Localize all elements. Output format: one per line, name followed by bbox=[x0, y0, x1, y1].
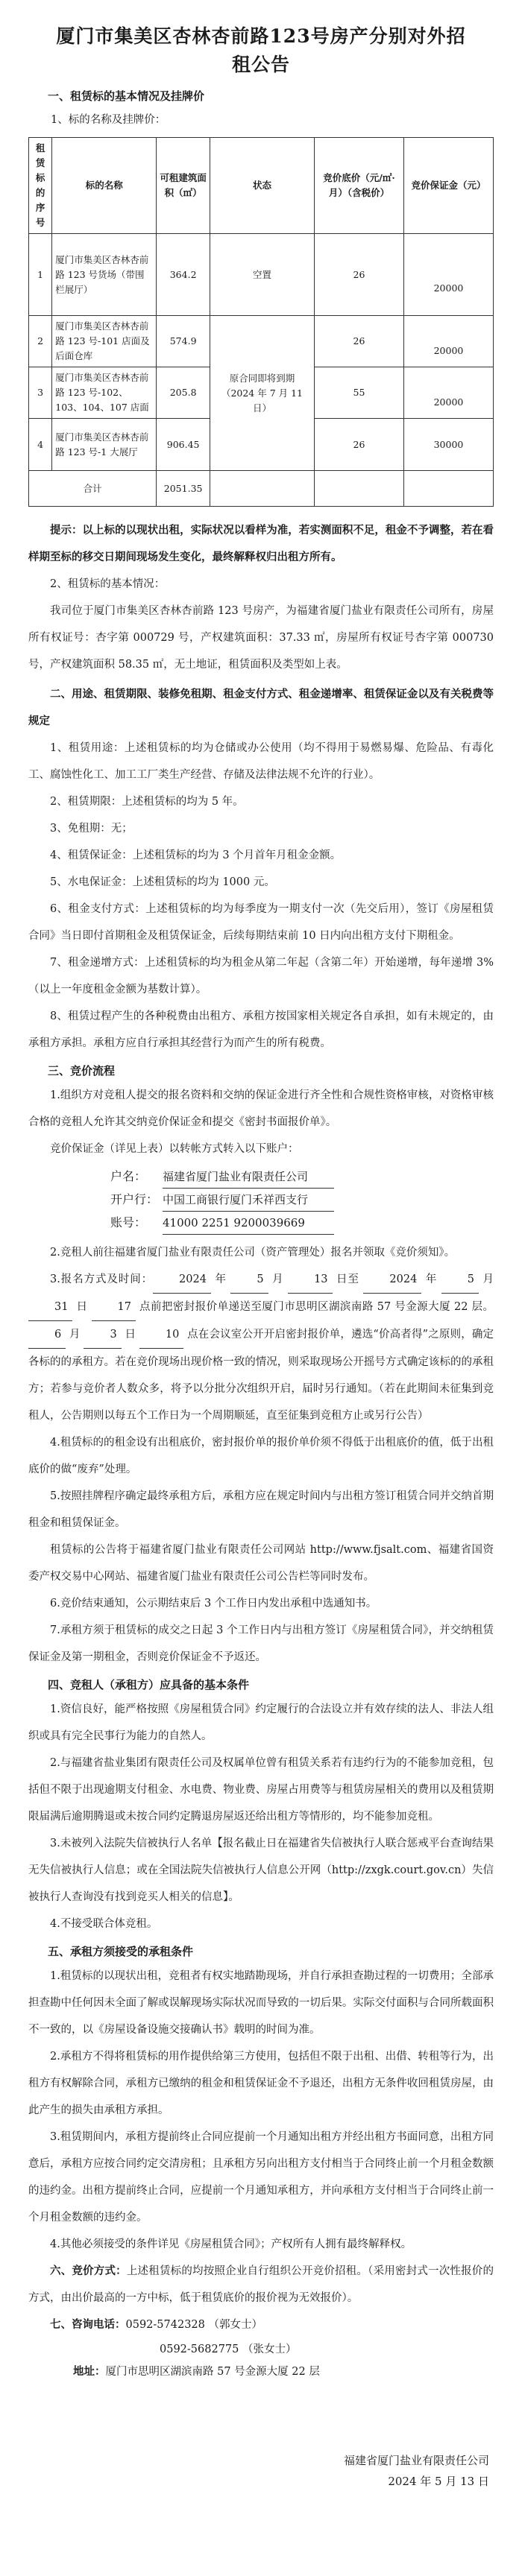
section-4-item: 3.未被列入法院失信被执行人名单【报名截止日在福建省失信被执行人联合惩戒平台查询结果无失信被执行人信息；或在全国法院失信被执行人信息公开网（http://zxgk.court.gov.cn）失信被执行人查询没有找到竞买人相关的信息】。 bbox=[28, 1838, 494, 1903]
account-number-label: 账号： bbox=[110, 1215, 147, 1230]
section-4-item: 4.不接受联合体竞租。 bbox=[50, 1918, 158, 1930]
cell-name: 厦门市集美区杏林杏前路 123 号-1 大展厅 bbox=[52, 419, 157, 471]
cell-empty bbox=[315, 471, 404, 507]
signature-block bbox=[28, 2450, 489, 2492]
text: 年 bbox=[421, 1273, 441, 1285]
section-3-p6: 6.竞价结束通知，公示期结束后 3 个工作日内发出承租中选通知书。 bbox=[50, 1598, 377, 1610]
section-2-item: 4、租赁保证金：上述租赁标的均为 3 个月首年月租金金额。 bbox=[50, 849, 342, 861]
cell-area: 906.45 bbox=[157, 419, 210, 471]
address-label: 地址： bbox=[73, 2365, 106, 2378]
text: 月 bbox=[268, 1273, 289, 1285]
cell-name: 厦门市集美区杏林杏前路 123 号货场（带围栏展厅） bbox=[52, 234, 157, 316]
section-3-p4: 4.租赁标的的租金设有出租底价，密封报价单的报价单价须不得低于出租底价的值，低于出租底价的做“废弃”处理。 bbox=[28, 1437, 494, 1475]
section-5-item: 2.承租方不得将租赁标的用作提供给第三方使用，包括但不限于出租、出借、转租等行为，出租方有权解除合同，承租方已缴纳的租金和租赁保证金不予退还，出租方无条件收回租赁房屋，由此产生的损失由承租方承担。 bbox=[28, 2051, 494, 2116]
text: 日 bbox=[121, 1329, 139, 1341]
bank-account bbox=[110, 1165, 494, 1235]
blank-year: 2024 bbox=[363, 1266, 421, 1294]
section-2-item: 3、免租期：无； bbox=[50, 823, 133, 835]
section-4-item: 1.资信良好，能严格按照《房屋租赁合同》约定履行的合法设立并有效存续的法人、非法人组织或具有完全民事行为能力的自然人。 bbox=[28, 1703, 494, 1742]
section-5-item: 4.其他必须接受的条件详见《房屋租赁合同》；产权所有人拥有最终解释权。 bbox=[50, 2238, 412, 2250]
section-2-item: 8、租赁过程产生的各种税费由出租方、承租方按国家相关规定各自承担，如有未规定的，由承租方承担。承租方应自行承担其经营行为而产生的所有税费。 bbox=[28, 1010, 494, 1049]
cell-name: 厦门市集美区杏林杏前路 123 号-101 店面及后面仓库 bbox=[52, 316, 157, 367]
blank-day: 13 bbox=[288, 1266, 332, 1294]
cell-price: 55 bbox=[315, 367, 404, 419]
cell-area: 574.9 bbox=[157, 316, 210, 367]
account-row bbox=[110, 1165, 494, 1189]
blank-day: 3 bbox=[84, 1321, 121, 1349]
phone-1: 0592-5742328 （郭女士） bbox=[125, 2319, 262, 2331]
phone-2: 0592-5682775 （张女士） bbox=[160, 2344, 297, 2355]
cell-area: 205.8 bbox=[157, 367, 210, 419]
blank-year: 2024 bbox=[153, 1266, 211, 1294]
text: 月 bbox=[478, 1273, 494, 1285]
section-6-body: 上述租赁标的均按照企业自行组织公开竞价招租。（采用密封式一次性报价的方式，由出价最高的一方中标，低于租赁底价的报价视为无效报价）。 bbox=[28, 2265, 494, 2304]
blank-hour: 10 bbox=[139, 1321, 183, 1349]
text: 月 bbox=[66, 1329, 84, 1341]
section-2-item: 6、租金支付方式：上述租赁标的均为每季度为一期支付一次（先交后用），签订《房屋租赁合同》当日即付首期租金及租赁保证金，后续每期结束前 10 日内向出租方支付下期租金。 bbox=[28, 903, 494, 942]
account-number-value: 41000 2251 9200039669 bbox=[163, 1212, 334, 1235]
cell-status: 空置 bbox=[210, 234, 314, 316]
section-6 bbox=[28, 2258, 494, 2311]
cell-deposit: 20000 bbox=[403, 234, 493, 316]
section-4-heading: 四、竞租人（承租方）应具备的基本条件 bbox=[48, 1678, 250, 1692]
account-name-value: 福建省厦门盐业有限责任公司 bbox=[163, 1165, 334, 1189]
cell-no: 4 bbox=[29, 419, 52, 471]
section-3-p1b: 竞价保证金（详见上表）以转帐方式转入以下账户： bbox=[50, 1143, 299, 1155]
section-2-item: 1、租赁用途：上述租赁标的均为仓储或办公使用（均不得用于易燃易爆、危险品、有毒化工、腐蚀性化工、加工工厂类生产经营、存储及法律法规不允许的行业）。 bbox=[28, 742, 494, 781]
text: 年 bbox=[210, 1273, 231, 1285]
section-7 bbox=[28, 2311, 494, 2338]
blank-hour: 17 bbox=[92, 1294, 136, 1321]
section-3-heading: 三、竞价流程 bbox=[48, 1064, 116, 1077]
section-5-heading: 五、承租方须接受的承租条件 bbox=[48, 1945, 194, 1958]
blank-month: 6 bbox=[28, 1321, 66, 1349]
account-name-label: 户名： bbox=[110, 1169, 147, 1183]
account-bank-value: 中国工商银行厦门禾祥西支行 bbox=[163, 1189, 334, 1212]
section-2-item: 7、租金递增方式：上述租赁标的均为租金从第二年起（含第二年）开始递增，每年递增 3%（以上一年度租金金额为基数计算）。 bbox=[28, 957, 494, 996]
cell-empty bbox=[210, 471, 314, 507]
table-header-row bbox=[29, 138, 494, 234]
section-5-item: 3.租赁期间内，承租方提前终止合同应提前一个月通知出租方并经出租方书面同意，出租方同意后，承租方应按合同约定交清房租；且承租方另向出租方支付相当于合同终止前一个月租金数额的违约金。出租方提前终止合同，应提前一个月通知承租方，并向承租方支付相当于合同终止前一个月租金数额的违约金。 bbox=[28, 2131, 494, 2224]
cell-no: 1 bbox=[29, 234, 52, 316]
section-3-p1: 1.组织方对竞租人提交的报名资料和交纳的保证金进行齐全性和合规性资格审核，对资格审核合格的竞租人允许其交纳竞价保证金和提交《密封书面报价单》。 bbox=[28, 1089, 494, 1128]
blank-month: 5 bbox=[230, 1266, 268, 1294]
section-2-item: 5、水电保证金：上述租赁标的均为 1000 元。 bbox=[50, 876, 275, 888]
th-area: 可租建筑面积（㎡） bbox=[157, 138, 210, 234]
sign-date: 2024 年 5 月 13 日 bbox=[388, 2475, 489, 2488]
contact-address bbox=[73, 2361, 494, 2383]
table-total-row bbox=[29, 471, 494, 507]
cell-empty bbox=[403, 471, 493, 507]
notice-tip: 提示：以上标的以现状出租，实际状况以看样为准，若实测面积不足，租金不予调整，若在看样期至标的移交日期间现场发生变化，最终解释权归出租方所有。 bbox=[28, 524, 494, 563]
asset-table bbox=[28, 137, 494, 507]
account-row bbox=[110, 1212, 494, 1235]
text: 日 bbox=[72, 1301, 92, 1313]
th-no: 租赁标的序号 bbox=[29, 138, 52, 234]
sign-org: 福建省厦门盐业有限责任公司 bbox=[343, 2454, 489, 2467]
section-1-p2-body: 我司位于厦门市集美区杏林杏前路 123 号房产，为福建省厦门盐业有限责任公司所有，房屋所有权证号：杏字第 000729 号，产权建筑面积：37.33 ㎡，房屋所有权证号杏字第 000730 号，产权建筑面积 58.35 ㎡，无土地证，租赁面积及类型如上表。 bbox=[28, 605, 494, 671]
cell-name: 厦门市集美区杏林杏前路 123 号-102、103、104、107 店面 bbox=[52, 367, 157, 419]
section-3-p7: 7.承租方须于租赁标的成交之日起 3 个工作日内与出租方签订《房屋租赁合同》，并交纳租赁保证金及第一期租金，否则竞价保证金不予返还。 bbox=[28, 1624, 494, 1663]
cell-no: 3 bbox=[29, 367, 52, 419]
cell-total-area: 2051.35 bbox=[157, 471, 210, 507]
text: 日至 bbox=[332, 1273, 364, 1285]
th-price: 竞价底价（元/㎡·月）（含税价） bbox=[315, 138, 404, 234]
section-1-sub: 1、标的名称及挂牌价： bbox=[51, 114, 166, 126]
section-6-heading: 六、竞价方式： bbox=[50, 2265, 127, 2277]
th-deposit: 竞价保证金（元） bbox=[403, 138, 493, 234]
section-3-note: 租赁标的公告将于福建省厦门盐业有限责任公司网站 http://www.fjsalt.com、福建省国资委产权交易中心网站、福建省厦门盐业有限责任公司公告栏等同时发布。 bbox=[28, 1544, 494, 1583]
cell-price: 26 bbox=[315, 234, 404, 316]
th-name: 标的名称 bbox=[52, 138, 157, 234]
section-2-item: 2、租赁期限：上述租赁标的均为 5 年。 bbox=[50, 796, 244, 808]
table-row bbox=[29, 234, 494, 316]
text: 点前把密封报价单递送至厦门市思明区湖滨南路 57 号金源大厦 22 层。 bbox=[135, 1301, 494, 1313]
cell-price: 26 bbox=[315, 419, 404, 471]
cell-status: 原合同即将到期（2024 年 7 月 11 日） bbox=[210, 316, 314, 471]
address-value: 厦门市思明区湖滨南路 57 号金源大厦 22 层 bbox=[105, 2366, 320, 2378]
cell-deposit: 20000 bbox=[403, 367, 493, 419]
cell-area: 364.2 bbox=[157, 234, 210, 316]
th-status: 状态 bbox=[210, 138, 314, 234]
section-2-heading: 二、用途、租赁期限、装修免租期、租金支付方式、租金递增率、租赁保证金以及有关税费等规定 bbox=[28, 688, 494, 727]
section-3-p2: 2.竞租人前往福建省厦门盐业有限责任公司（资产管理处）报名并领取《竞价须知》。 bbox=[50, 1247, 456, 1259]
text: 点在会议室公开开启密封报价单，遴选“价高者得”之原则，确定各标的的承租方。若在竞价现场出现价格一致的情况，则采取现场公开摇号方式确定该标的的承租方；若参与竞价者人数众多，将予以分批分次组织开启，届时另行通知。（若在此期间未征集到竞租人，公告期则以每五个工作日为一个周期顺延，直至征集到竞租方止或另行公告） bbox=[28, 1329, 494, 1422]
cell-deposit: 30000 bbox=[403, 419, 493, 471]
page-title: 厦门市集美区杏林杏前路123号房产分别对外招租公告 bbox=[56, 25, 466, 75]
text: 3.报名方式及时间： bbox=[50, 1273, 154, 1285]
cell-deposit: 20000 bbox=[403, 316, 493, 367]
section-7-heading: 七、咨询电话： bbox=[50, 2318, 126, 2331]
section-5-item: 1.租赁标的以现状出租，竞租者有权实地踏勘现场，并自行承担查勘过程的一切费用；全部承担查勘中任何因未全面了解或误解现场实际状况而导致的一切后果。实际交付面积与合同所载面积不一致的，以《房屋设备设施交接确认书》载明的时间为准。 bbox=[28, 1970, 494, 2036]
cell-price: 26 bbox=[315, 316, 404, 367]
blank-month: 5 bbox=[441, 1266, 479, 1294]
section-4-item: 2.与福建省盐业集团有限责任公司及权属单位曾有租赁关系若有违约行为的不能参加竞租，包括但不限于出现逾期支付租金、水电费、物业费、房屋占用费等与租赁房屋相关的费用以及租赁期限届满后逾期腾退或未按合同约定腾退房屋返还给出租方等情形的，均不能参加竞租。 bbox=[28, 1757, 494, 1823]
table-row bbox=[29, 316, 494, 367]
account-row bbox=[110, 1189, 494, 1212]
section-1-heading: 一、租赁标的基本情况及挂牌价 bbox=[48, 89, 205, 103]
account-bank-label: 开户行： bbox=[110, 1192, 159, 1206]
cell-no: 2 bbox=[29, 316, 52, 367]
cell-total-label: 合计 bbox=[29, 471, 157, 507]
blank-day: 31 bbox=[28, 1294, 72, 1321]
section-1-p2-heading: 2、租赁标的基本情况： bbox=[50, 578, 166, 590]
section-3-p5: 5.按照挂牌程序确定最终承租方后，承租方应在规定时间内与出租方签订租赁合同并交纳首期租金和租赁保证金。 bbox=[28, 1490, 494, 1529]
section-3-p3 bbox=[28, 1266, 494, 1429]
